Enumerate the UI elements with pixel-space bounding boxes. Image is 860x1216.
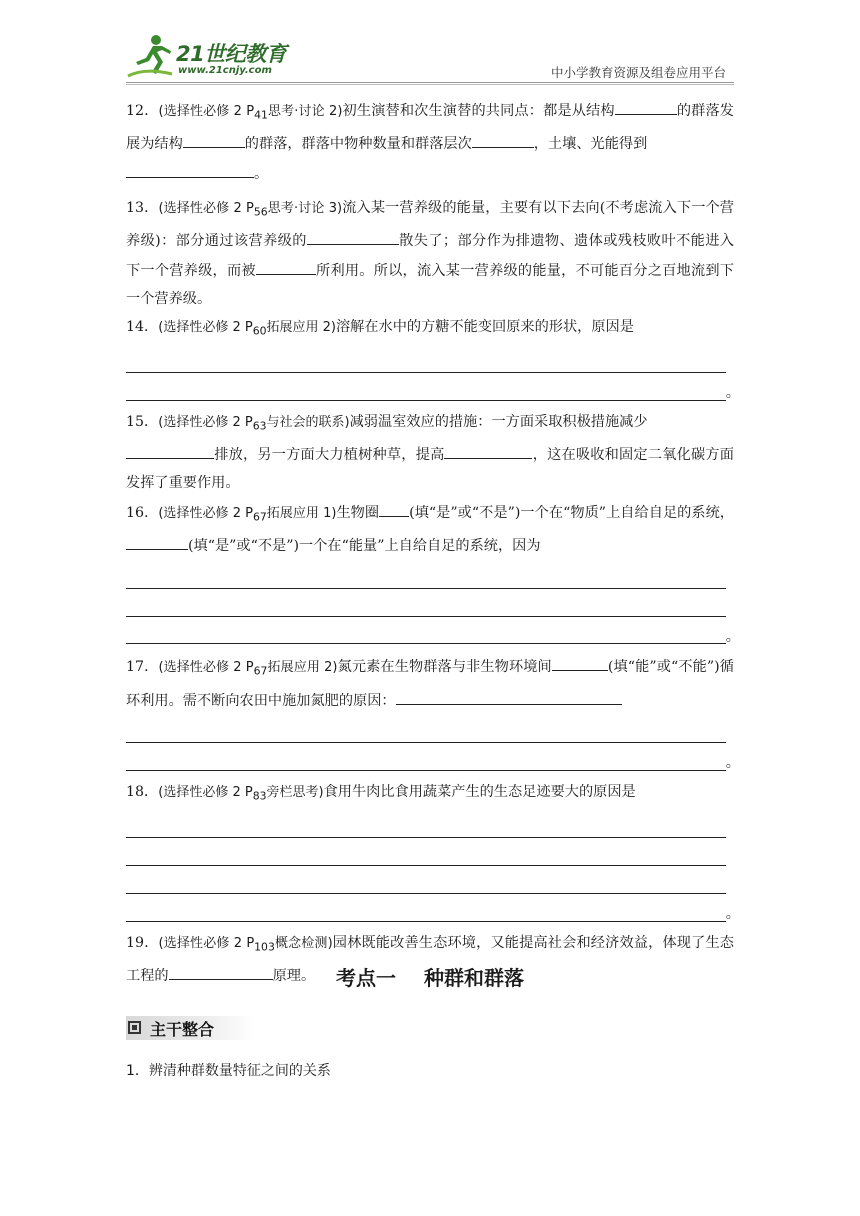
answer-blank[interactable] (126, 440, 214, 459)
answer-line[interactable] (126, 894, 726, 922)
answer-blank[interactable] (379, 498, 409, 517)
question-text: 的群落发展为结构 (126, 103, 734, 153)
textbook-reference: (选择性必修 2 $P_{56}$思考·讨论 3) (158, 200, 343, 219)
question-text: (填“是”或“不是”)一个在“能量”上自给自足的系统，因为 (188, 538, 541, 555)
textbook-reference: (选择性必修 2 $P_{67}$拓展应用 1) (158, 505, 337, 524)
textbook-reference: (选择性必修 2 $P_{67}$拓展应用 2) (158, 660, 338, 678)
question-number: 17． (126, 659, 159, 676)
answer-blank[interactable] (552, 652, 608, 671)
header-divider-secondary (126, 84, 734, 85)
answer-blank[interactable] (615, 96, 677, 115)
question-text: 减弱温室效应的措施：一方面采取积极措施减少 (349, 413, 648, 430)
question-number: 12． (126, 103, 159, 119)
header-platform-name: 中小学教育资源及组卷应用平台 (550, 65, 726, 80)
answer-blank[interactable] (256, 256, 316, 275)
sub-heading: 1．辨清种群数量特征之间的关系 (126, 1063, 331, 1079)
question-text: ，这在吸收和固定二氧化碳方面发挥了重要作用。 (126, 447, 734, 491)
question-14 (126, 314, 734, 345)
question-text: 园林既能改善生态环境，又能提高社会和经济效益，体现了生态工程的 (126, 934, 734, 985)
question-18 (126, 779, 734, 810)
answer-line[interactable] (126, 561, 726, 589)
answer-blank[interactable] (307, 226, 399, 245)
logo-url: www.21cnjy.com (178, 65, 272, 76)
question-number: 15． (126, 413, 159, 430)
answer-line[interactable] (126, 617, 726, 645)
answer-line[interactable] (126, 589, 726, 617)
question-17 (126, 652, 734, 715)
question-15 (126, 409, 734, 498)
answer-blank[interactable] (126, 531, 188, 550)
question-text: 氮元素在生物群落与非生物环境间 (337, 659, 552, 676)
answer-line[interactable] (126, 866, 726, 894)
answer-line[interactable] (126, 345, 726, 373)
answer-blank[interactable] (444, 440, 532, 459)
question-text: ，土壤、光能得到 (533, 136, 648, 153)
question-text: 溶解在水中的方糖不能变回原来的形状，原因是 (335, 318, 634, 335)
answer-blank[interactable] (472, 129, 534, 148)
question-12: 12．(选择性必修 2 $P_{41}$思考·讨论 2)初生演替和次生演替的共同点：都是从结构 的群落发展为结构 的群落，群落中物种数量和群落层次 ，土壤、光能得到 。 (126, 96, 734, 189)
textbook-reference: (选择性必修 2 $P_{83}$旁栏思考) (158, 785, 324, 803)
question-13 (126, 195, 734, 314)
answer-line[interactable] (126, 743, 726, 771)
question-text: 生物圈 (336, 504, 380, 521)
textbook-reference: (选择性必修 2 $P_{41}$思考·讨论 2) (158, 104, 343, 122)
question-text: 散失了；部分作为排遗物、遗体或残枝败叶不能进入下一个营养级，而被 (126, 233, 734, 280)
answer-line[interactable] (126, 373, 726, 401)
question-text: 所利用。所以，流入某一营养级的能量，不可能百分之百地流到下一个营养级。 (126, 263, 734, 307)
question-text: (填“是”或“不是”)一个在“物质”上自给自足的系统， (409, 504, 734, 521)
question-number: 18． (126, 784, 159, 801)
logo-text: 21世纪教育 (176, 42, 287, 66)
banner-label: 主干整合 (150, 1020, 215, 1039)
question-text: 排放，另一方面大力植树种草，提高 (214, 447, 445, 464)
textbook-reference: (选择性必修 2 $P_{103}$概念检测) (158, 935, 333, 954)
header-divider (126, 82, 734, 83)
page-header (0, 0, 860, 90)
answer-blank[interactable] (396, 686, 622, 705)
section-title (0, 962, 860, 991)
section-banner (126, 1016, 254, 1040)
question-text: 流入某一营养级的能量，主要有以下去向(不考虑流入下一个营养级)：部分通过该营养级的 (126, 199, 734, 250)
question-number: 16． (126, 504, 159, 521)
question-text: 初生演替和次生演替的共同点：都是从结构 (342, 103, 615, 119)
answer-line[interactable] (126, 810, 726, 838)
runner-logo-icon (126, 32, 176, 80)
section-label: 考点一 (336, 966, 396, 990)
answer-blank[interactable] (126, 159, 254, 178)
question-text: (填“能”或“不能”)循环利用。需不断向农田中施加氮肥的原因： (126, 659, 734, 709)
question-number: 19． (126, 934, 159, 951)
answer-blank[interactable] (183, 129, 245, 148)
question-16 (126, 498, 734, 561)
logo (126, 32, 296, 82)
answer-line[interactable] (126, 716, 726, 744)
square-bullet-icon (128, 1021, 141, 1034)
answer-line[interactable] (126, 838, 726, 866)
question-text: 食用牛肉比食用蔬菜产生的生态足迹要大的原因是 (323, 784, 636, 801)
textbook-reference: (选择性必修 2 $P_{60}$拓展应用 2) (158, 319, 336, 338)
section-topic: 种群和群落 (424, 966, 524, 990)
textbook-reference: (选择性必修 2 $P_{63}$与社会的联系) (158, 414, 350, 433)
question-text: 的群落，群落中物种数量和群落层次 (244, 136, 472, 153)
question-number: 14． (126, 318, 159, 335)
question-list (126, 96, 734, 991)
question-number: 13． (126, 199, 159, 216)
question-text: 原理。 (272, 968, 316, 985)
